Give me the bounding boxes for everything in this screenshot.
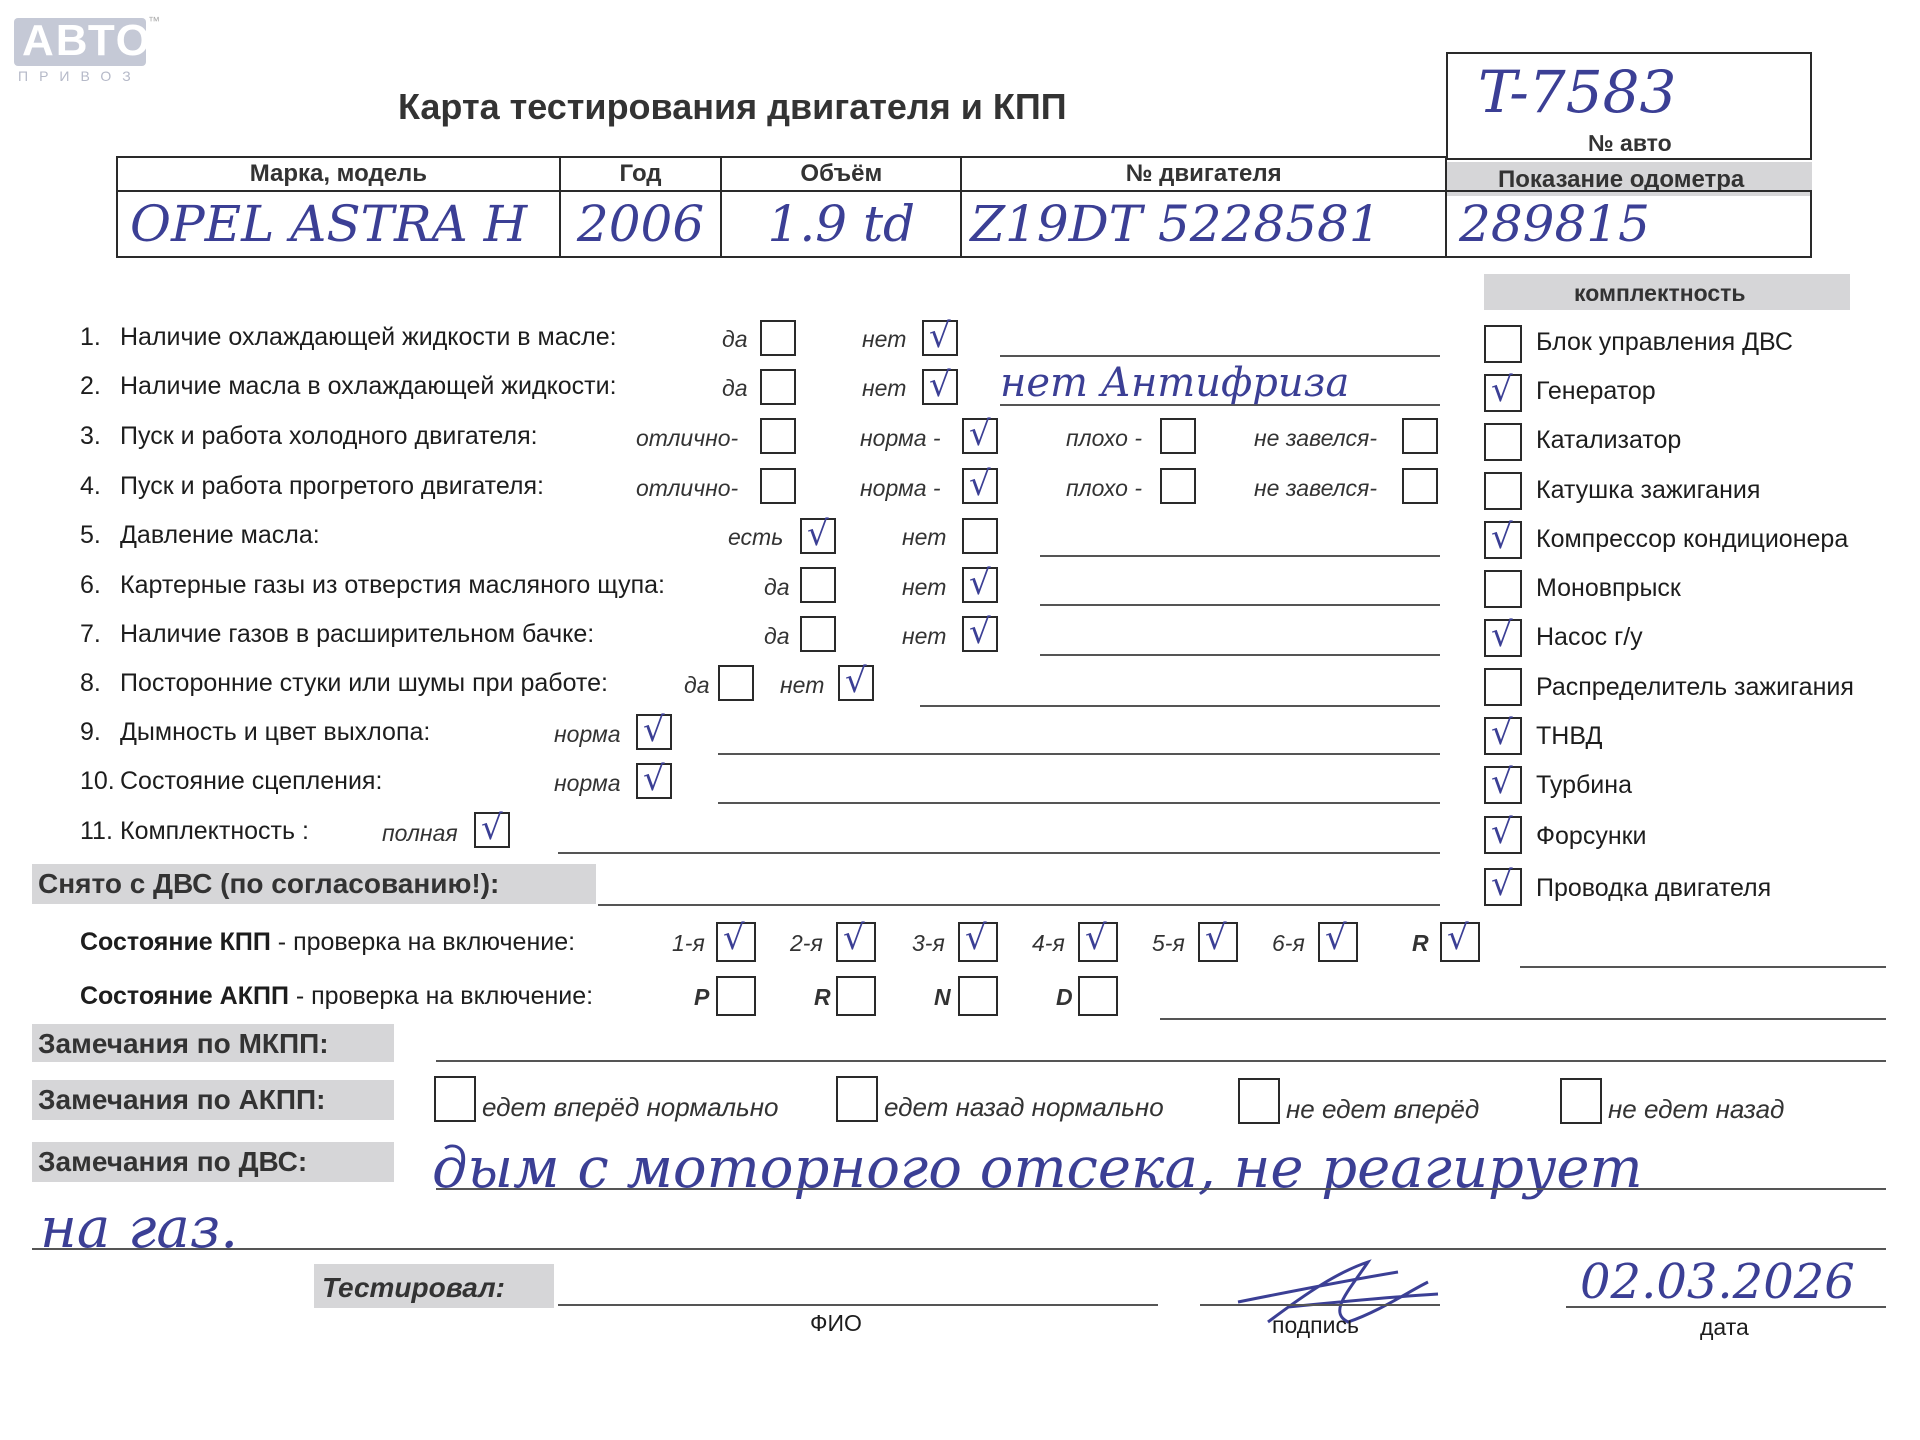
q3-not-started-checkbox[interactable] [1402, 418, 1438, 454]
option-yes-label: да [764, 574, 790, 600]
kit-item-label: Насос г/у [1536, 623, 1643, 651]
option-not-started-label: не завелся- [1254, 425, 1378, 451]
akpp-label [80, 982, 593, 1011]
akpp-mode-checkbox[interactable] [836, 976, 876, 1016]
gear-label: 1-я [672, 930, 705, 956]
q6-yes-checkbox[interactable] [800, 567, 836, 603]
akpp-label-rest: - проверка на включение: [288, 982, 594, 1010]
q4-excellent-checkbox[interactable] [760, 468, 796, 504]
date-value: 02.03.2026 [1580, 1254, 1855, 1310]
gear-checkbox[interactable] [1198, 922, 1238, 962]
akpp-mode-label: D [1056, 984, 1073, 1010]
q3-normal-checkbox[interactable] [962, 418, 998, 454]
question-number: 2. [80, 372, 101, 400]
kit-item-label: Распределитель зажигания [1536, 673, 1854, 701]
kit-item-label: ТНВД [1536, 722, 1603, 750]
kit-item-label: Форсунки [1536, 822, 1647, 850]
option-no-label: нет [902, 623, 947, 649]
question-text: Наличие охлаждающей жидкости в масле: [120, 323, 617, 351]
kit-checkbox[interactable] [1484, 521, 1522, 559]
akpp-forward-ok-checkbox[interactable] [434, 1076, 476, 1122]
kit-item-label: Компрессор кондиционера [1536, 525, 1849, 553]
q9-note-line [718, 753, 1440, 755]
make-value: OPEL ASTRA H [130, 195, 528, 253]
option-no-label: нет [862, 375, 907, 401]
volume-label-cell [721, 157, 961, 191]
q1-yes-checkbox[interactable] [760, 320, 796, 356]
option-yes-label: да [684, 672, 710, 698]
akpp-forward-fail-checkbox[interactable] [1238, 1078, 1280, 1124]
question-number: 10. [80, 767, 115, 795]
gear-label: 2-я [790, 930, 823, 956]
kit-checkbox[interactable] [1484, 717, 1522, 755]
question-number: 11. [80, 817, 113, 845]
gear-checkbox[interactable] [958, 922, 998, 962]
gear-checkbox[interactable] [1318, 922, 1358, 962]
q2-yes-checkbox[interactable] [760, 369, 796, 405]
kit-checkbox[interactable] [1484, 668, 1522, 706]
akpp-mode-label: R [814, 984, 831, 1010]
logo-subtext: ПРИВОЗ [18, 68, 142, 84]
question-number: 9. [80, 718, 101, 746]
year-label: Год [619, 160, 662, 187]
year-value: 2006 [576, 195, 705, 253]
gear-label: 5-я [1152, 930, 1185, 956]
kit-item-label: Катушка зажигания [1536, 476, 1761, 504]
signature-label: подпись [1272, 1312, 1359, 1338]
akpp-option-label: едет вперёд нормально [482, 1092, 779, 1122]
q11-full-checkbox[interactable] [474, 812, 510, 848]
q7-note-line [1040, 654, 1440, 656]
car-number-label: № авто [1588, 130, 1672, 156]
kpp-note-line [1520, 966, 1886, 968]
gear-label: 3-я [912, 930, 945, 956]
question-text: Комплектность : [120, 817, 309, 845]
q7-yes-checkbox[interactable] [800, 616, 836, 652]
q7-no-checkbox[interactable] [962, 616, 998, 652]
akpp-backward-ok-checkbox[interactable] [836, 1076, 878, 1122]
question-number: 8. [80, 669, 101, 697]
q5-note-line [1040, 555, 1440, 557]
gear-label: R [1412, 930, 1429, 956]
q5-present-checkbox[interactable] [800, 518, 836, 554]
logo-tm: ™ [148, 14, 160, 28]
remarks-dvs-label: Замечания по ДВС: [38, 1146, 308, 1177]
volume-label: Объём [800, 160, 883, 187]
q4-not-started-checkbox[interactable] [1402, 468, 1438, 504]
option-full-label: полная [382, 820, 458, 846]
engine-value-cell [961, 191, 1446, 257]
option-yes-label: да [764, 623, 790, 649]
gear-label: 4-я [1032, 930, 1065, 956]
akpp-mode-checkbox[interactable] [716, 976, 756, 1016]
kit-item-label: Турбина [1536, 771, 1632, 799]
car-number-value: T-7583 [1478, 58, 1677, 126]
odometer-value: 289815 [1459, 195, 1650, 253]
kit-title: комплектность [1574, 280, 1746, 306]
kit-checkbox[interactable] [1484, 816, 1522, 854]
engine-label-cell [961, 157, 1446, 191]
q6-no-checkbox[interactable] [962, 567, 998, 603]
q11-note-line [558, 852, 1440, 854]
question-number: 1. [80, 323, 101, 351]
akpp-label-bold: Состояние АКПП [80, 982, 289, 1010]
option-yes-label: да [722, 326, 748, 352]
akpp-mode-label: N [934, 984, 951, 1010]
option-not-started-label: не завелся- [1254, 475, 1378, 501]
question-text: Давление масла: [120, 521, 320, 549]
q5-no-checkbox[interactable] [962, 518, 998, 554]
kit-checkbox[interactable] [1484, 619, 1522, 657]
akpp-option-label: не едет назад [1608, 1094, 1785, 1124]
q10-note-line [718, 802, 1440, 804]
remarks-dvs-line-1 [436, 1188, 1886, 1190]
q1-note-line [1000, 355, 1440, 357]
kit-checkbox[interactable] [1484, 868, 1522, 906]
option-normal-label: норма - [860, 475, 941, 501]
make-value-cell [117, 191, 560, 257]
odometer-value-cell [1446, 191, 1811, 257]
akpp-backward-fail-checkbox[interactable] [1560, 1078, 1602, 1124]
question-text: Дымность и цвет выхлопа: [120, 718, 431, 746]
q9-norm-checkbox[interactable] [636, 714, 672, 750]
make-label: Марка, модель [249, 160, 428, 187]
akpp-mode-label: P [694, 984, 710, 1010]
kpp-label [80, 928, 575, 957]
removed-label: Снято с ДВС (по согласованию!): [38, 868, 500, 899]
q3-excellent-checkbox[interactable] [760, 418, 796, 454]
date-label: дата [1700, 1314, 1749, 1340]
akpp-note-line [1160, 1018, 1886, 1020]
gear-label: 6-я [1272, 930, 1305, 956]
q2-handwritten-note: нет Антифриза [1000, 360, 1350, 406]
akpp-option-label: едет назад нормально [884, 1092, 1164, 1122]
q6-note-line [1040, 604, 1440, 606]
kit-checkbox[interactable] [1484, 325, 1522, 363]
remarks-akpp-label: Замечания по АКПП: [38, 1084, 326, 1115]
removed-note-line [598, 904, 1440, 906]
make-label-cell [117, 157, 560, 191]
odometer-head-spacer [1446, 157, 1811, 191]
question-text: Наличие газов в расширительном бачке: [120, 620, 595, 648]
kpp-label-bold: Состояние КПП [80, 928, 271, 956]
question-text: Наличие масла в охлаждающей жидкости: [120, 372, 617, 400]
q8-yes-checkbox[interactable] [718, 665, 754, 701]
question-text: Посторонние стуки или шумы при работе: [120, 669, 608, 697]
kit-checkbox[interactable] [1484, 374, 1522, 412]
option-normal-label: норма - [860, 425, 941, 451]
tested-by-label: Тестировал: [322, 1272, 505, 1303]
page-title: Карта тестирования двигателя и КПП [398, 86, 1067, 127]
vehicle-info-table [116, 156, 1812, 258]
kit-item-label: Катализатор [1536, 426, 1682, 454]
volume-value-cell [721, 191, 961, 257]
kit-item-label: Блок управления ДВС [1536, 328, 1793, 356]
gear-checkbox[interactable] [836, 922, 876, 962]
volume-value: 1.9 td [767, 195, 916, 253]
question-number: 6. [80, 571, 101, 599]
q2-no-checkbox[interactable] [922, 369, 958, 405]
remarks-dvs-handwritten-2: на газ. [40, 1196, 239, 1261]
q4-bad-checkbox[interactable] [1160, 468, 1196, 504]
question-number: 3. [80, 422, 101, 450]
option-no-label: нет [862, 326, 907, 352]
kit-checkbox[interactable] [1484, 766, 1522, 804]
odometer-label: Показание одометра [1498, 166, 1745, 193]
remarks-dvs-line-2 [32, 1248, 1886, 1250]
q1-no-checkbox[interactable] [922, 320, 958, 356]
q3-bad-checkbox[interactable] [1160, 418, 1196, 454]
fio-line [558, 1304, 1158, 1306]
question-text: Картерные газы из отверстия масляного щупа: [120, 571, 665, 599]
akpp-mode-checkbox[interactable] [958, 976, 998, 1016]
option-no-label: нет [902, 574, 947, 600]
engine-value: Z19DT 5228581 [970, 195, 1381, 253]
option-no-label: нет [780, 672, 825, 698]
question-number: 7. [80, 620, 101, 648]
question-text: Пуск и работа холодного двигателя: [120, 422, 538, 450]
kit-item-label: Проводка двигателя [1536, 874, 1772, 902]
engine-label: № двигателя [1125, 160, 1282, 187]
question-number: 5. [80, 521, 101, 549]
akpp-mode-checkbox[interactable] [1078, 976, 1118, 1016]
date-line [1566, 1306, 1886, 1308]
gear-checkbox[interactable] [1440, 922, 1480, 962]
option-no-label: нет [902, 524, 947, 550]
q8-no-checkbox[interactable] [838, 665, 874, 701]
option-bad-label: плохо - [1066, 425, 1142, 451]
q4-normal-checkbox[interactable] [962, 468, 998, 504]
remarks-mkpp-line [436, 1060, 1886, 1062]
logo-text: АВТО [22, 16, 152, 65]
kit-checkbox[interactable] [1484, 472, 1522, 510]
gear-checkbox[interactable] [1078, 922, 1118, 962]
option-yes-label: да [722, 375, 748, 401]
question-text: Состояние сцепления: [120, 767, 383, 795]
fio-label: ФИО [810, 1310, 862, 1336]
signature-line [1200, 1304, 1440, 1306]
akpp-option-label: не едет вперёд [1286, 1094, 1480, 1124]
kit-item-label: Моновпрыск [1536, 574, 1681, 602]
kit-checkbox[interactable] [1484, 423, 1522, 461]
question-number: 4. [80, 472, 101, 500]
year-value-cell [560, 191, 722, 257]
remarks-dvs-handwritten-1: дым с моторного отсека, не реагирует [432, 1136, 1643, 1201]
option-norm-label: норма [554, 721, 621, 747]
option-excellent-label: отлично- [636, 425, 739, 451]
option-excellent-label: отлично- [636, 475, 739, 501]
question-text: Пуск и работа прогретого двигателя: [120, 472, 544, 500]
remarks-mkpp-label: Замечания по МКПП: [38, 1028, 329, 1059]
kit-checkbox[interactable] [1484, 570, 1522, 608]
kit-item-label: Генератор [1536, 377, 1656, 405]
q10-norm-checkbox[interactable] [636, 763, 672, 799]
option-bad-label: плохо - [1066, 475, 1142, 501]
gear-checkbox[interactable] [716, 922, 756, 962]
q8-note-line [920, 705, 1440, 707]
year-label-cell [560, 157, 722, 191]
option-present-label: есть [728, 524, 784, 550]
kpp-label-rest: - проверка на включение: [270, 928, 576, 956]
option-norm-label: норма [554, 770, 621, 796]
